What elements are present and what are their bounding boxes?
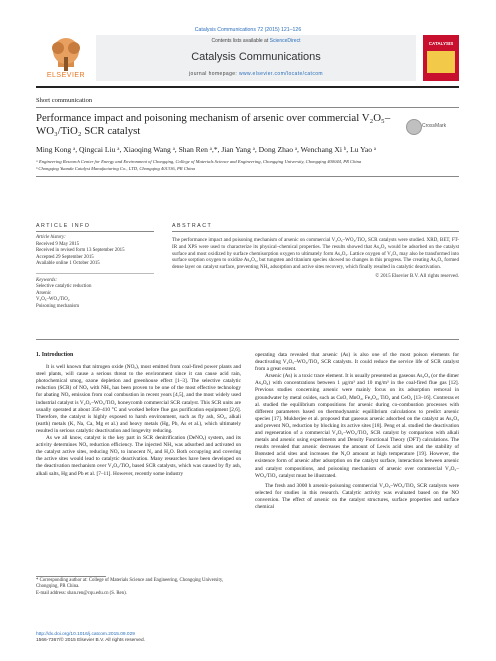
abstract-heading: ABSTRACT xyxy=(172,223,213,229)
crossmark-icon xyxy=(406,119,422,135)
keyword-item: Arsenic xyxy=(36,290,52,296)
doi-link[interactable]: http://dx.doi.org/10.1016/j.catcom.2015.09.029 xyxy=(36,632,135,637)
cover-title: CATALYSIS xyxy=(428,41,454,46)
history-online: Available online 1 October 2015 xyxy=(36,261,100,266)
abstract-rule xyxy=(172,231,459,232)
history-label: Article history: xyxy=(36,235,66,240)
affiliation-a: ᵃ Engineering Research Center for Energy and Environment of Chongqing, College of Materials Science and Engineering, Chongqing University, Chongqing 400044, PR China xyxy=(36,159,362,164)
section-type: Short communication xyxy=(36,97,93,104)
elsevier-wordmark: ELSEVIER xyxy=(46,72,86,79)
body-paragraph: operating data revealed that arsenic (As) is also one of the most poison elements for deactivating V₂O₅–WO₃/TiO₂ SCR catalysts. It could reduce the service life of SCR catalyst from a great extent. xyxy=(255,352,459,373)
keywords-label: Keywords: xyxy=(36,277,58,283)
email-note[interactable]: E-mail address: shan.ren@cqu.edu.cn (S. Ren). xyxy=(36,590,127,596)
elsevier-tree-icon xyxy=(36,35,96,73)
contents-line xyxy=(96,38,416,44)
body-paragraph: It is well known that nitrogen oxide (NOₓ), most emitted from coal-fired power plants and steel plants, will cause a serious threat to the environment since it can cause acid rain, photochemical smog, ozone depletion and greenhouse effect [1–3]. The selective catalytic reduction (SCR) of NOₓ with NH₃ has been proven to be one of the most effective technology for abating NOₓ emission from coal combustion in recent years [4,5], and the most widely used industrial catalyst is V₂O₅–WO₃/TiO₂ honeycomb commercial SCR catalyst. This SCR units are usually operated at about 350–410 °C and worked before flue gas purification equipment [2,6]. Therefore, the catalyst is highly exposed to harsh environment, such as fly ash, SO₂, alkali (earth) metals (K, Na, Ca, Mg et al.) and heavy metals (Hg, Pb, As et al.), which ultimately resulted in serious catalytic deactivation and longevity reducing. xyxy=(36,364,241,434)
homepage-link[interactable]: www.elsevier.com/locate/catcom xyxy=(239,71,323,77)
body-column-left xyxy=(36,352,241,478)
body-paragraph: As we all know, catalyst is the key part in SCR denitrification (DeNOₓ) system, and its activity determines NOₓ reduction efficiency. The injected NH₃ was adsorbed and activated on the catalyst active sites, reducing NOₓ to innocent N₂ and H₂O. Both occupying and covering the active sites would lead to catalytic deactivation. Many researches have been developed on the deactivation mechanism over V₂O₅/TiO₂ based SCR catalysts, which was caused by fly ash, alkali salts, Hg and Pb et al. [7–11]. However, recently some industry xyxy=(36,435,241,477)
elsevier-logo xyxy=(36,35,96,81)
corresponding-author-note: * Corresponding author at: College of Materials Science and Engineering, Chongqing University, Chongqing, PR China. xyxy=(36,578,224,590)
journal-reference[interactable]: Catalysis Communications 72 (2015) 121–126 xyxy=(194,27,302,33)
abstract-copyright: © 2015 Elsevier B.V. All rights reserved. xyxy=(375,272,459,279)
keyword-item: V₂O₅–WO₃/TiO₂ xyxy=(36,297,70,302)
page-footer xyxy=(36,632,241,645)
article-title: Performance impact and poisoning mechanism of arsenic over commercial V₂O₅–WO₃/TiO₂ SCR catalyst xyxy=(36,112,391,137)
homepage-prefix: journal homepage: xyxy=(189,71,240,77)
keyword-item: Poisoning mechanism xyxy=(36,303,80,309)
header-rule xyxy=(36,86,459,88)
affiliation-b: ᵇ Chongqing Yuanda Catalyst Manufacturing Co., LTD, Chongqing 401336, PR China xyxy=(36,166,195,171)
info-divider xyxy=(36,268,154,274)
abstract-body xyxy=(172,237,459,280)
journal-homepage xyxy=(96,71,416,77)
journal-cover-image xyxy=(423,35,459,81)
section-rule xyxy=(36,107,459,108)
issn-line: 1566-7367/© 2015 Elsevier B.V. All rights reserved. xyxy=(36,638,145,644)
body-paragraph: The fresh and 3000 h arsenic-poisoning commercial V₂O₅–WO₃/TiO₂ SCR catalysts were selected for studies in this research. Catalytic activity was evaluated based on the NO conversion. The effect of arsenic on the catalyst structures, surface properties and surface chemical xyxy=(255,482,459,510)
intro-heading: 1. Introduction xyxy=(36,352,74,358)
history-accepted: Accepted 29 September 2015 xyxy=(36,254,94,260)
body-paragraph: Arsenic (As) is a toxic trace element. It is usually presented as gaseous As₂O₃ (or the dimer As₄O₆) with concentrations between 1 μg/m³ and 10 mg/m³ in the coal-fired flue gas [12]. Previous studies concerning arsenic were mainly focus on its adsorption removal in groundwater by metal oxides, such as CuO, MnO₂, Fe₃O₄, TiO₂ and CeO₂ [13–16]. Contreras et al. studied the equilibrium compositions for arsenic during co-combustion processes with different parameters based on thermodynamic equilibrium calculations to predict arsenic species [17]. Mukherjee et al. proposed that gaseous arsenic adsorbed on the catalyst as As₂O₃ and prevent NOₓ reduction by blocking its active sites [18]. Peng et al. studied the deactivation and regeneration of a commercial V₂O₅–WO₃/TiO₂ SCR catalyst by comparison with alkali metals and arsenic using experiments and Density Functional Theory (DFT) calculations. The results revealed that arsenic decreases the amount of Lewis acid sites and the stability of Brønsted acid sites and increases the N₂O amount at high temperature [19]. However, the existence form of arsenic after adsorption on the catalyst surface, interactions between arsenic and catalyst compositions, and poisoning mechanism of arsenic over commercial V₂O₅–WO₃/TiO₂ catalyst must be illustrated. xyxy=(255,373,459,479)
footnote-rule xyxy=(36,576,106,577)
history-received: Received 9 May 2015 xyxy=(36,241,80,247)
journal-title: Catalysis Communications xyxy=(191,51,321,63)
footnotes xyxy=(36,578,241,597)
body-column-right xyxy=(255,352,459,511)
abstract-end-rule xyxy=(36,339,459,340)
sciencedirect-link[interactable]: ScienceDirect xyxy=(269,38,301,44)
crossmark-badge[interactable] xyxy=(406,119,458,135)
article-info xyxy=(36,235,154,310)
crossmark-label: CrossMark xyxy=(422,123,447,129)
abstract-text: The performance impact and poisoning mechanism of arsenic on commercial V₂O₅–WO₃/TiO₂ SCR catalysts were studied. XRD, BET, FT-IR and XPS were used to characterize its physical–chemical properties. The results showed that As₂O₃ would be adsorbed on the catalyst surface and most oxidized by surface chemisorption oxygen to ultimately form As₂O₅. Lattice oxygen of V₂O₅ may also be transformed into surface sorption oxygen to oxidize As₂O₃, but tungsten and titanium species showed no changes in this progress. The creating As₂O₅ formed dense layer on catalyst surface, preventing NH₃ adsorption and active sites recovery, which finally resulted in catalytic deactivation. xyxy=(172,237,459,271)
history-revised: Received in revised form 13 September 2015 xyxy=(36,248,125,253)
info-rule xyxy=(36,231,154,232)
keyword-item: Selective catalytic reduction xyxy=(36,284,92,289)
cover-graphic xyxy=(427,51,455,73)
affiliation-rule xyxy=(36,176,459,177)
journal-header-center xyxy=(96,35,416,81)
author-list: Ming Kong ᵃ, Qingcai Liu ᵃ, Xiaoqing Wang ᵃ, Shan Ren ᵃ,*, Jian Yang ᵃ, Dong Zhao ᵃ, Wenchang Xi ᵇ, Lu Yao ᵃ xyxy=(36,145,376,154)
contents-prefix: Contents lists available at xyxy=(211,38,270,44)
article-info-heading: ARTICLE INFO xyxy=(36,223,91,229)
journal-header xyxy=(36,35,459,81)
